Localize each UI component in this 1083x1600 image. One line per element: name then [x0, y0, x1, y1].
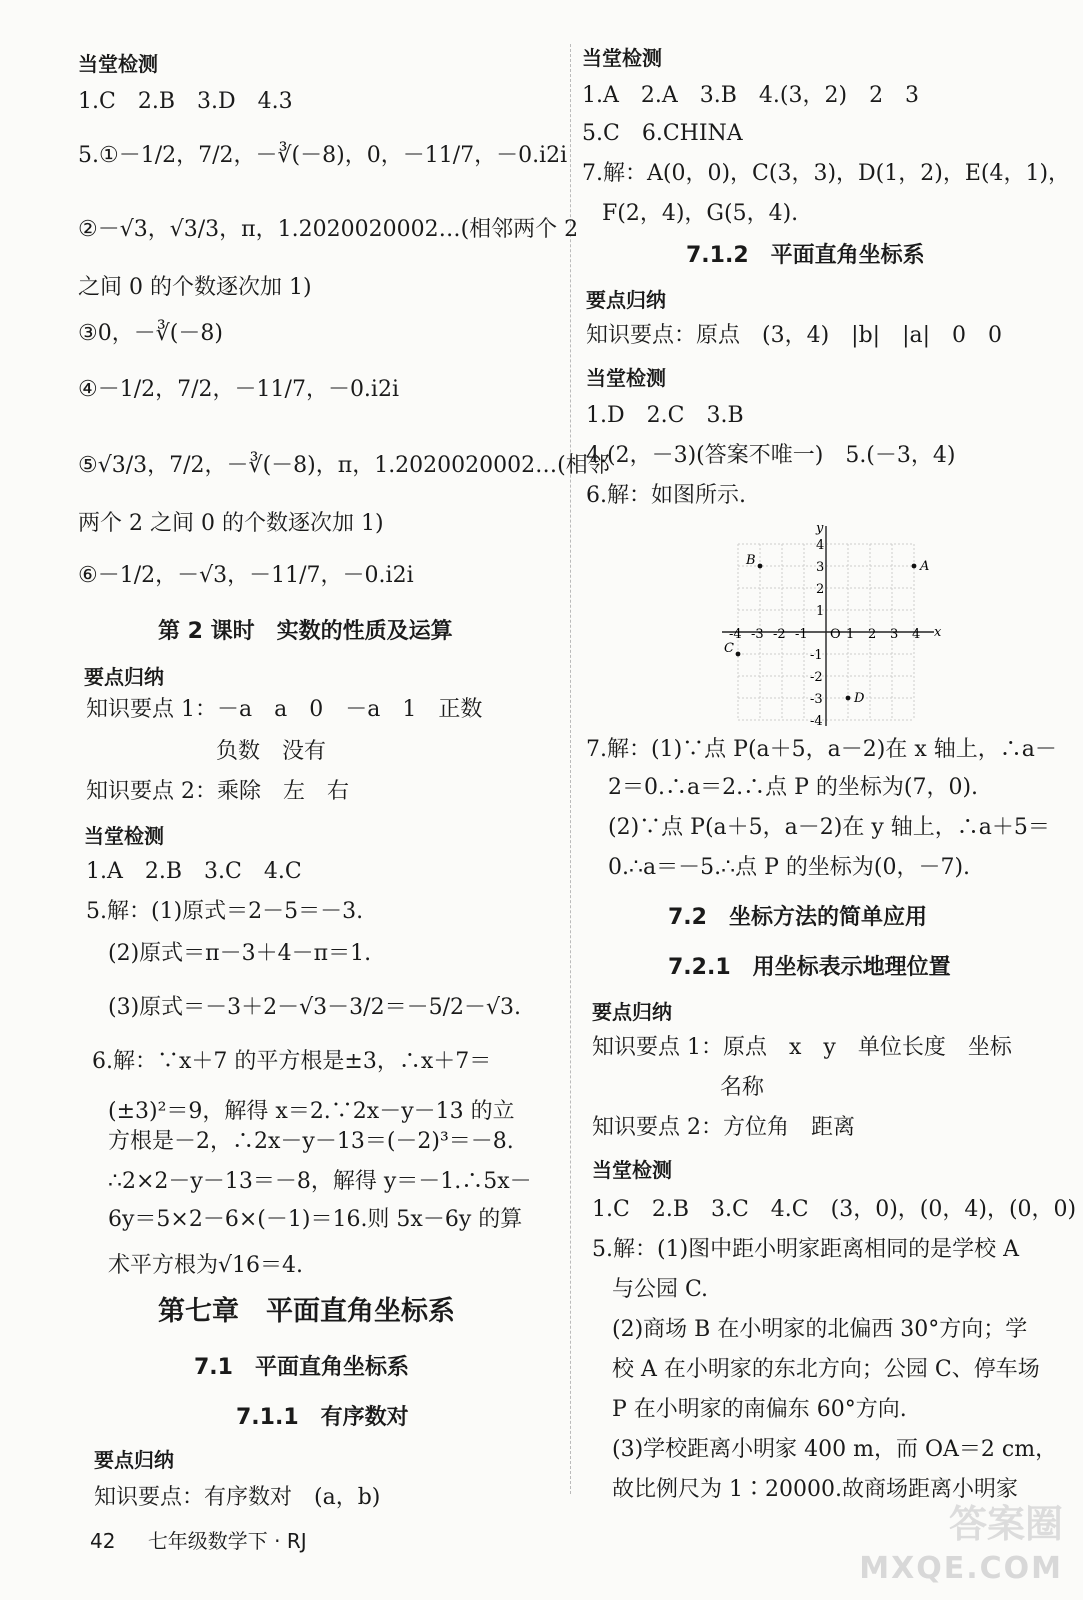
answer-line: 术平方根为√16＝4. [108, 1253, 304, 1278]
subsection-title: 7.2.1 用坐标表示地理位置 [668, 955, 951, 980]
answer-line: 1.C 2.B 3.C 4.C (3，0)，(0，4)，(0，0) [592, 1197, 1077, 1222]
answer-line: 0.∴a＝－5.∴点 P 的坐标为(0，－7). [608, 855, 971, 880]
point-label-C: C [724, 641, 734, 656]
heading-dangtang: 当堂检测 [582, 46, 662, 70]
heading-dangtang: 当堂检测 [592, 1158, 672, 1182]
answer-line: 6.解：如图所示. [586, 483, 746, 508]
coordinate-figure [724, 520, 948, 729]
answer-line: 7.解：A(0，0)，C(3，3)，D(1，2)，E(4，1)， [582, 161, 1071, 186]
heading-yaodian: 要点归纳 [586, 288, 666, 312]
x-tick-label: -3 [751, 627, 764, 642]
x-tick-label: 1 [846, 627, 855, 642]
answer-line: 知识要点 1：－a a 0 －a 1 正数 [86, 697, 483, 722]
answer-line: 1.C 2.B 3.D 4.3 [78, 89, 293, 114]
answer-line: (2)商场 B 在小明家的北偏西 30°方向；学 [612, 1317, 1028, 1342]
answer-line: 知识要点：有序数对 (a，b) [94, 1485, 381, 1510]
section-title: 7.1 平面直角坐标系 [194, 1355, 409, 1380]
y-tick-label: -2 [810, 670, 823, 685]
y-tick-label: 2 [816, 582, 825, 597]
x-tick-label: 2 [868, 627, 877, 642]
point-C [736, 652, 741, 657]
book-title: 七年级数学下 · RJ [147, 1529, 307, 1553]
answer-line: ③0，－∛(－8) [78, 321, 223, 346]
answer-line: 2＝0.∴a＝2.∴点 P 的坐标为(7，0). [608, 775, 979, 800]
x-axis-label: x [934, 625, 942, 640]
y-tick-label: -1 [810, 648, 823, 663]
answer-line: 两个 2 之间 0 的个数逐次加 1) [78, 511, 384, 536]
y-tick-label: 1 [816, 604, 825, 619]
watermark-url: MXQE.COM [859, 1551, 1063, 1586]
y-axis-label: y [816, 521, 824, 536]
answer-line: 5.解：(1)图中距小明家距离相同的是学校 A [592, 1237, 1020, 1262]
answer-line: 故比例尺为 1∶20000.故商场距离小明家 [612, 1477, 1018, 1502]
section-title: 7.2 坐标方法的简单应用 [668, 905, 927, 930]
x-tick-label: 3 [890, 627, 899, 642]
answer-line: (2)原式＝π－3＋4－π＝1. [108, 941, 372, 966]
answer-line: (3)原式＝－3＋2－√3－3/2＝－5/2－√3. [108, 995, 521, 1020]
heading-yaodian: 要点归纳 [84, 665, 164, 689]
subsection-title: 7.1.2 平面直角坐标系 [686, 243, 925, 268]
answer-line: ④－1/2，7/2，－11/7，－0.i2i [78, 377, 399, 402]
answer-line: 6y＝5×2－6×(－1)＝16.则 5x－6y 的算 [108, 1207, 523, 1232]
x-tick-label: -1 [795, 627, 808, 642]
answer-line: ∴2×2－y－13＝－8，解得 y＝－1.∴5x－ [108, 1169, 532, 1194]
x-tick-label: -2 [773, 627, 786, 642]
answer-line: (±3)²＝9，解得 x＝2.∵2x－y－13 的立 [108, 1099, 515, 1124]
answer-line: ⑥－1/2，－√3，－11/7，－0.i2i [78, 563, 414, 588]
page-number: 42 [90, 1529, 116, 1553]
answer-line: 之间 0 的个数逐次加 1) [78, 275, 312, 300]
point-D [846, 696, 851, 701]
answer-line: 与公园 C. [612, 1277, 709, 1302]
chapter-title: 第七章 平面直角坐标系 [158, 1296, 455, 1327]
answer-line: 5.解：(1)原式＝2－5＝－3. [86, 899, 364, 924]
y-tick-label: 4 [816, 538, 825, 553]
answer-line: 负数 没有 [216, 739, 327, 764]
lesson-title: 第 2 课时 实数的性质及运算 [158, 619, 453, 644]
page-footer [90, 1525, 307, 1554]
answer-line: 4.(2，－3)(答案不唯一) 5.(－3，4) [586, 443, 956, 468]
x-tick-label: O [830, 627, 841, 642]
answer-line: ②－√3，√3/3，π，1.2020020002…(相邻两个 2 [78, 217, 579, 242]
answer-line: 校 A 在小明家的东北方向；公园 C、停车场 [612, 1357, 1040, 1382]
answer-line: 知识要点 2：乘除 左 右 [86, 779, 349, 804]
point-label-A: A [920, 559, 930, 574]
heading-dangtang-2: 当堂检测 [84, 824, 164, 848]
answer-line: 方根是－2，∴2x－y－13＝(－2)³＝－8. [108, 1129, 514, 1154]
point-A [912, 564, 917, 569]
subsection-title: 7.1.1 有序数对 [236, 1405, 409, 1430]
answer-line: (3)学校距离小明家 400 m，而 OA＝2 cm， [612, 1437, 1058, 1462]
answer-line: 5.①－1/2，7/2，－∛(－8)，0，－11/7，－0.i2i [78, 143, 568, 168]
answer-line: 5.C 6.CHINA [582, 121, 743, 146]
answer-line: 知识要点：原点 (3，4) |b| |a| 0 0 [586, 323, 1003, 348]
answer-line: 7.解：(1)∵点 P(a＋5，a－2)在 x 轴上，∴a－ [586, 737, 1057, 762]
x-tick-label: -4 [729, 627, 742, 642]
y-tick-label: -3 [810, 692, 823, 707]
heading-yaodian: 要点归纳 [592, 1000, 672, 1024]
x-tick-label: 4 [912, 627, 921, 642]
answer-line: 1.A 2.B 3.C 4.C [86, 859, 302, 884]
answer-line: 6.解：∵x＋7 的平方根是±3，∴x＋7＝ [92, 1049, 492, 1074]
point-label-B: B [746, 553, 756, 568]
answer-line: 1.A 2.A 3.B 4.(3，2) 2 3 [582, 83, 920, 108]
answer-line: 知识要点 2：方位角 距离 [592, 1115, 855, 1140]
answer-line: P 在小明家的南偏东 60°方向. [612, 1397, 907, 1422]
heading-dangtang: 当堂检测 [586, 366, 666, 390]
heading-dangtang-1: 当堂检测 [78, 52, 158, 76]
heading-yaodian: 要点归纳 [94, 1448, 174, 1472]
column-divider [570, 44, 572, 1494]
point-B [758, 564, 763, 569]
answer-line: 知识要点 1：原点 x y 单位长度 坐标 [592, 1035, 1012, 1060]
point-label-D: D [854, 691, 865, 706]
answer-line: (2)∵点 P(a＋5，a－2)在 y 轴上，∴a＋5＝ [608, 815, 1050, 840]
answer-line: 1.D 2.C 3.B [586, 403, 744, 428]
answer-line: F(2，4)，G(5，4). [602, 201, 799, 226]
answer-line: 名称 [720, 1075, 765, 1100]
y-tick-label: -4 [810, 714, 823, 729]
y-tick-label: 3 [816, 560, 825, 575]
answer-line: ⑤√3/3，7/2，－∛(－8)，π，1.2020020002…(相邻 [78, 453, 610, 478]
watermark-logo: 答案圈 [948, 1502, 1063, 1546]
